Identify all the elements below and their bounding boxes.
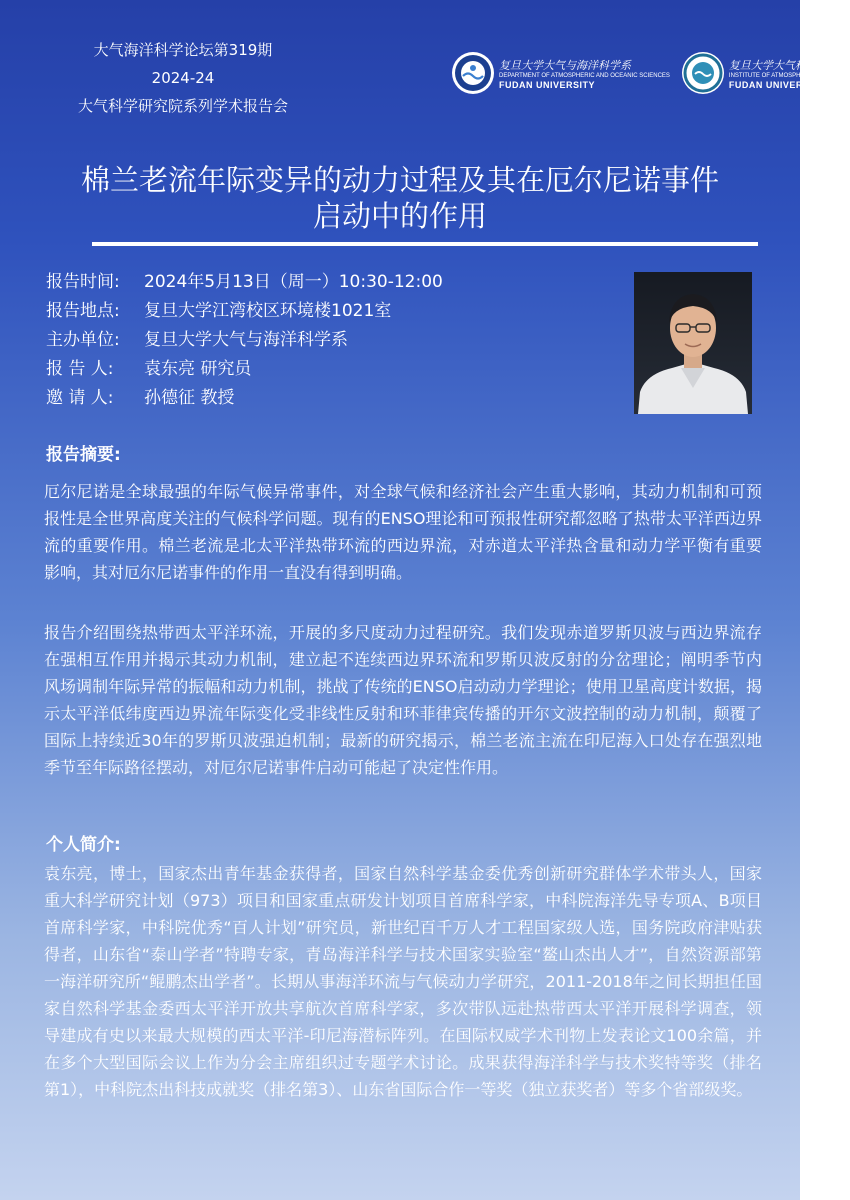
forum-issue: 大气海洋科学论坛第319期 <box>93 41 273 59</box>
abstract-heading: 报告摘要: <box>46 445 121 465</box>
talk-title <box>40 162 760 234</box>
title-divider <box>92 242 758 246</box>
lecture-series-name: 大气科学研究院系列学术报告会 <box>77 97 288 115</box>
dept-logo <box>452 52 670 94</box>
talk-title-line-2: 启动中的作用 <box>312 199 487 233</box>
dept-seal-icon <box>452 52 494 94</box>
inviter-label: 邀 请 人: <box>46 388 114 408</box>
bio-paragraph: 袁东亮，博士，国家杰出青年基金获得者，国家自然科学基金委优秀创新研究群体学术带头人，国家重大科学研究计划（973）项目和国家重点研发计划项目首席科学家，中科院海洋先导专项A、B项目首席科学家，中科院优秀“百人计划”研究员，新世纪百千万人才工程国家级人选，国务院政府津贴获得者，山东省“泰山学者”特聘专家，青岛海洋科学与技术国家实验室“鳌山杰出人才”，自然资源部第一海洋研究所“鲲鹏杰出学者”。长期从事海洋环流与气候动力学研究，2011-2018年之间长期担任国家自然科学基金委西太平洋开放共享航次首席科学家，多次带队远赴热带西太平洋开展科学调查，领导建成有史以来最大规模的西太平洋-印尼海潜标阵列。在国际权威学术刊物上发表论文100余篇，并在多个大型国际会议上作为分会主席组织过专题学术讨论。成果获得海洋科学与技术奖特等奖（排名第1），中科院杰出科技成就奖（排名第3）、山东省国际合作一等奖（独立获奖者）等多个省部级奖。 <box>44 864 762 1099</box>
host-label: 主办单位: <box>46 330 120 350</box>
institute-logo-cn: 复旦大学大气科学研究院 <box>728 58 850 72</box>
time-label: 报告时间: <box>46 272 120 292</box>
dept-logo-cn: 复旦大学大气与海洋科学系 <box>499 58 631 72</box>
bio-heading: 个人简介: <box>46 835 121 855</box>
info-row-speaker <box>46 355 443 384</box>
dept-logo-university: FUDAN UNIVERSITY <box>499 79 596 90</box>
institute-seal-icon <box>682 52 724 94</box>
institute-logo-en: INSTITUTE OF ATMOSPHERIC SCIENCES <box>728 72 848 79</box>
info-row-inviter <box>46 384 443 413</box>
info-row-place <box>46 297 443 326</box>
info-row-time <box>46 268 443 297</box>
speaker-photo <box>634 272 752 414</box>
info-row-host <box>46 326 443 355</box>
abstract-paragraph-2: 报告介绍围绕热带西太平洋环流，开展的多尺度动力过程研究。我们发现赤道罗斯贝波与西边界流存在强相互作用并揭示其动力机制，建立起不连续西边界环流和罗斯贝波反射的分岔理论；阐明季节内风场调制年际异常的振幅和动力机制，挑战了传统的ENSO启动动力学理论；使用卫星高度计数据，揭示太平洋低纬度西边界流年际变化受非线性反射和环菲律宾传播的开尔文波控制的动力机制，颠覆了国际上持续近30年的罗斯贝波强迫机制；最新的研究揭示，棉兰老流主流在印尼海入口处存在强烈地季节至年际路径摆动，对厄尔尼诺事件启动可能起了决定性作用。 <box>44 623 762 777</box>
forum-number: 2024-24 <box>151 69 215 87</box>
dept-logo-en: DEPARTMENT OF ATMOSPHERIC AND OCEANIC SCIENCES <box>499 72 670 79</box>
time-value: 2024年5月13日（周一）10:30-12:00 <box>144 272 443 292</box>
inviter-value: 孙德征 教授 <box>144 388 235 408</box>
host-value: 复旦大学大气与海洋科学系 <box>144 330 348 350</box>
abstract-paragraph-1: 厄尔尼诺是全球最强的年际气候异常事件，对全球气候和经济社会产生重大影响，其动力机制和可预报性是全世界高度关注的气候科学问题。现有的ENSO理论和可预报性研究都忽略了热带太平洋西边界流的重要作用。棉兰老流是北太平洋热带环流的西边界流，对赤道太平洋热含量和动力学平衡有重要影响，其对厄尔尼诺事件的作用一直没有得到明确。 <box>44 482 762 582</box>
logo-group <box>452 52 850 94</box>
speaker-value: 袁东亮 研究员 <box>144 359 252 379</box>
place-label: 报告地点: <box>46 301 120 321</box>
institute-logo-university: FUDAN UNIVERSITY <box>728 79 825 90</box>
talk-title-line-1: 棉兰老流年际变异的动力过程及其在厄尔尼诺事件 <box>80 163 719 197</box>
talk-info <box>46 268 443 413</box>
speaker-label: 报 告 人: <box>46 359 114 379</box>
forum-series-header <box>58 36 308 120</box>
place-value: 复旦大学江湾校区环境楼1021室 <box>144 301 392 321</box>
institute-logo <box>682 52 850 94</box>
